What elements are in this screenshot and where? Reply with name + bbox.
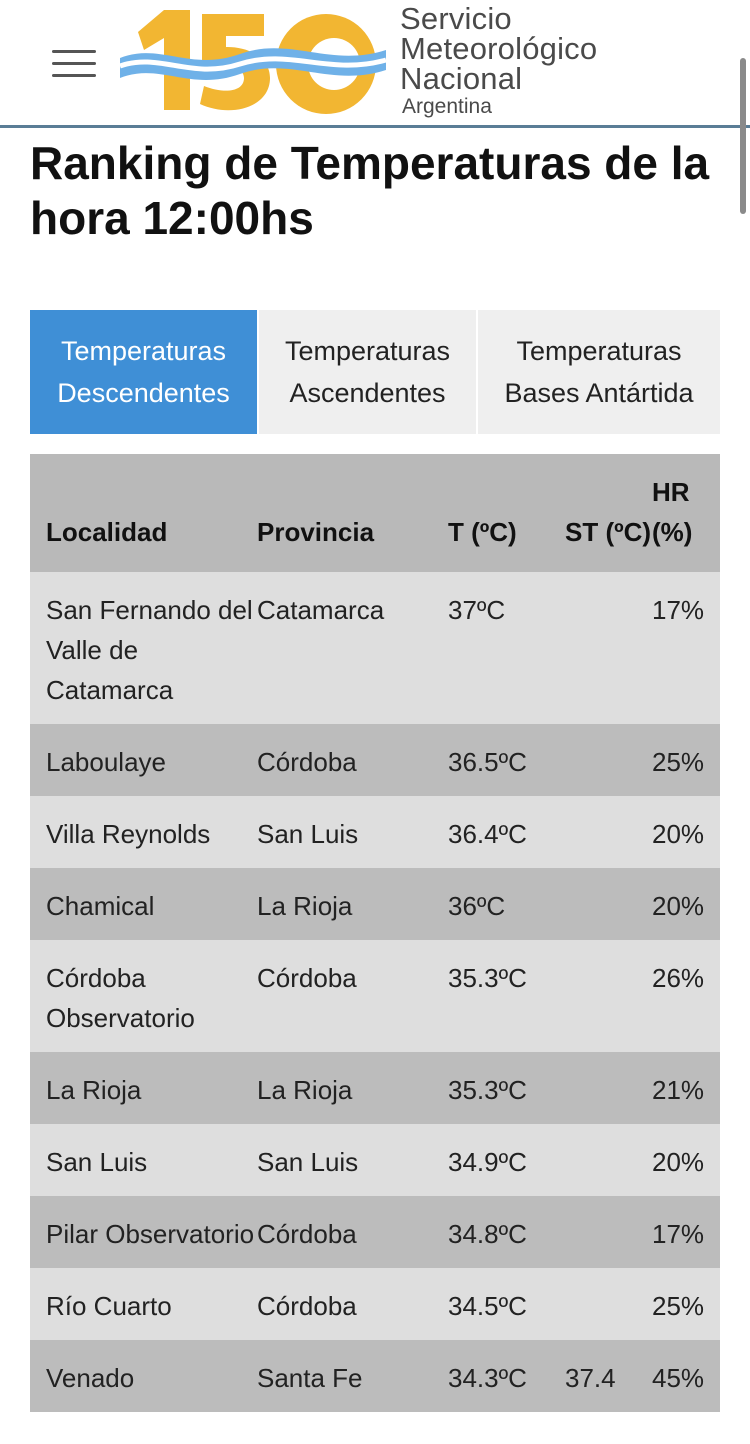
- cell-provincia: Santa Fe: [257, 1340, 448, 1412]
- temperature-ranking-table: [30, 454, 720, 1412]
- cell-provincia: Córdoba: [257, 940, 448, 1052]
- cell-humedad: 25%: [652, 724, 720, 796]
- cell-humedad: 20%: [652, 1124, 720, 1196]
- cell-sensacion-termica: [565, 1124, 652, 1196]
- cell-temperatura: 35.3ºC: [448, 940, 565, 1052]
- cell-temperatura: 34.3ºC: [448, 1340, 565, 1412]
- menu-icon[interactable]: [52, 50, 96, 78]
- table-row: [30, 1196, 720, 1268]
- col-header-sensacion-termica: ST (ºC): [565, 454, 652, 572]
- cell-sensacion-termica: [565, 1052, 652, 1124]
- page-title: Ranking de Temperaturas de la hora 12:00hs: [30, 137, 710, 244]
- cell-localidad: Chamical: [30, 868, 257, 940]
- cell-sensacion-termica: [565, 940, 652, 1052]
- cell-humedad: 17%: [652, 572, 720, 724]
- tab-temperaturas-ascendentes[interactable]: Temperaturas Ascendentes: [259, 310, 476, 434]
- table-row: [30, 868, 720, 940]
- table-row: [30, 796, 720, 868]
- table-row: [30, 724, 720, 796]
- col-header-localidad: Localidad: [30, 454, 257, 572]
- cell-sensacion-termica: 37.4: [565, 1340, 652, 1412]
- tab-temperaturas-bases-antartida[interactable]: Temperaturas Bases Antártida: [478, 310, 720, 434]
- cell-humedad: 25%: [652, 1268, 720, 1340]
- cell-temperatura: 36.5ºC: [448, 724, 565, 796]
- logo-line-3: Nacional: [400, 61, 523, 96]
- scrollbar-thumb[interactable]: [740, 58, 746, 214]
- table-row: [30, 1340, 720, 1412]
- col-header-provincia: Provincia: [257, 454, 448, 572]
- cell-temperatura: 37ºC: [448, 572, 565, 724]
- tab-temperaturas-descendentes[interactable]: Temperaturas Descendentes: [30, 310, 257, 434]
- smn-150-logo[interactable]: [120, 6, 390, 116]
- cell-temperatura: 36ºC: [448, 868, 565, 940]
- col-header-humedad: HR (%): [652, 454, 720, 572]
- cell-provincia: Catamarca: [257, 572, 448, 724]
- cell-localidad: Córdoba Observatorio: [30, 940, 257, 1052]
- cell-localidad: La Rioja: [30, 1052, 257, 1124]
- cell-localidad: Laboulaye: [30, 724, 257, 796]
- cell-temperatura: 36.4ºC: [448, 796, 565, 868]
- col-header-temperatura: T (ºC): [448, 454, 565, 572]
- cell-localidad: Villa Reynolds: [30, 796, 257, 868]
- cell-sensacion-termica: [565, 572, 652, 724]
- logo-wordmark: [400, 1, 598, 118]
- table-body: [30, 572, 720, 1412]
- cell-localidad: Río Cuarto: [30, 1268, 257, 1340]
- cell-temperatura: 34.8ºC: [448, 1196, 565, 1268]
- table-row: [30, 1052, 720, 1124]
- table-header-row: [30, 454, 720, 572]
- cell-humedad: 45%: [652, 1340, 720, 1412]
- table-row: [30, 572, 720, 724]
- cell-humedad: 20%: [652, 796, 720, 868]
- cell-temperatura: 34.5ºC: [448, 1268, 565, 1340]
- cell-humedad: 20%: [652, 868, 720, 940]
- tab-bar: [30, 310, 720, 434]
- logo-country: Argentina: [402, 95, 492, 118]
- cell-temperatura: 34.9ºC: [448, 1124, 565, 1196]
- table-row: [30, 1124, 720, 1196]
- cell-temperatura: 35.3ºC: [448, 1052, 565, 1124]
- cell-humedad: 26%: [652, 940, 720, 1052]
- cell-humedad: 21%: [652, 1052, 720, 1124]
- table-row: [30, 1268, 720, 1340]
- cell-localidad: Venado: [30, 1340, 257, 1412]
- cell-provincia: San Luis: [257, 1124, 448, 1196]
- cell-sensacion-termica: [565, 1196, 652, 1268]
- cell-humedad: 17%: [652, 1196, 720, 1268]
- table-row: [30, 940, 720, 1052]
- cell-localidad: San Fernando del Valle de Catamarca: [30, 572, 257, 724]
- cell-provincia: La Rioja: [257, 1052, 448, 1124]
- cell-provincia: San Luis: [257, 796, 448, 868]
- cell-provincia: Córdoba: [257, 1268, 448, 1340]
- cell-sensacion-termica: [565, 796, 652, 868]
- cell-sensacion-termica: [565, 724, 652, 796]
- site-header: [0, 0, 750, 128]
- logo-line-2: Meteorológico: [400, 31, 598, 66]
- cell-localidad: Pilar Observatorio: [30, 1196, 257, 1268]
- cell-localidad: San Luis: [30, 1124, 257, 1196]
- cell-provincia: La Rioja: [257, 868, 448, 940]
- cell-sensacion-termica: [565, 868, 652, 940]
- cell-provincia: Córdoba: [257, 1196, 448, 1268]
- cell-sensacion-termica: [565, 1268, 652, 1340]
- cell-provincia: Córdoba: [257, 724, 448, 796]
- logo-line-1: Servicio: [400, 1, 512, 36]
